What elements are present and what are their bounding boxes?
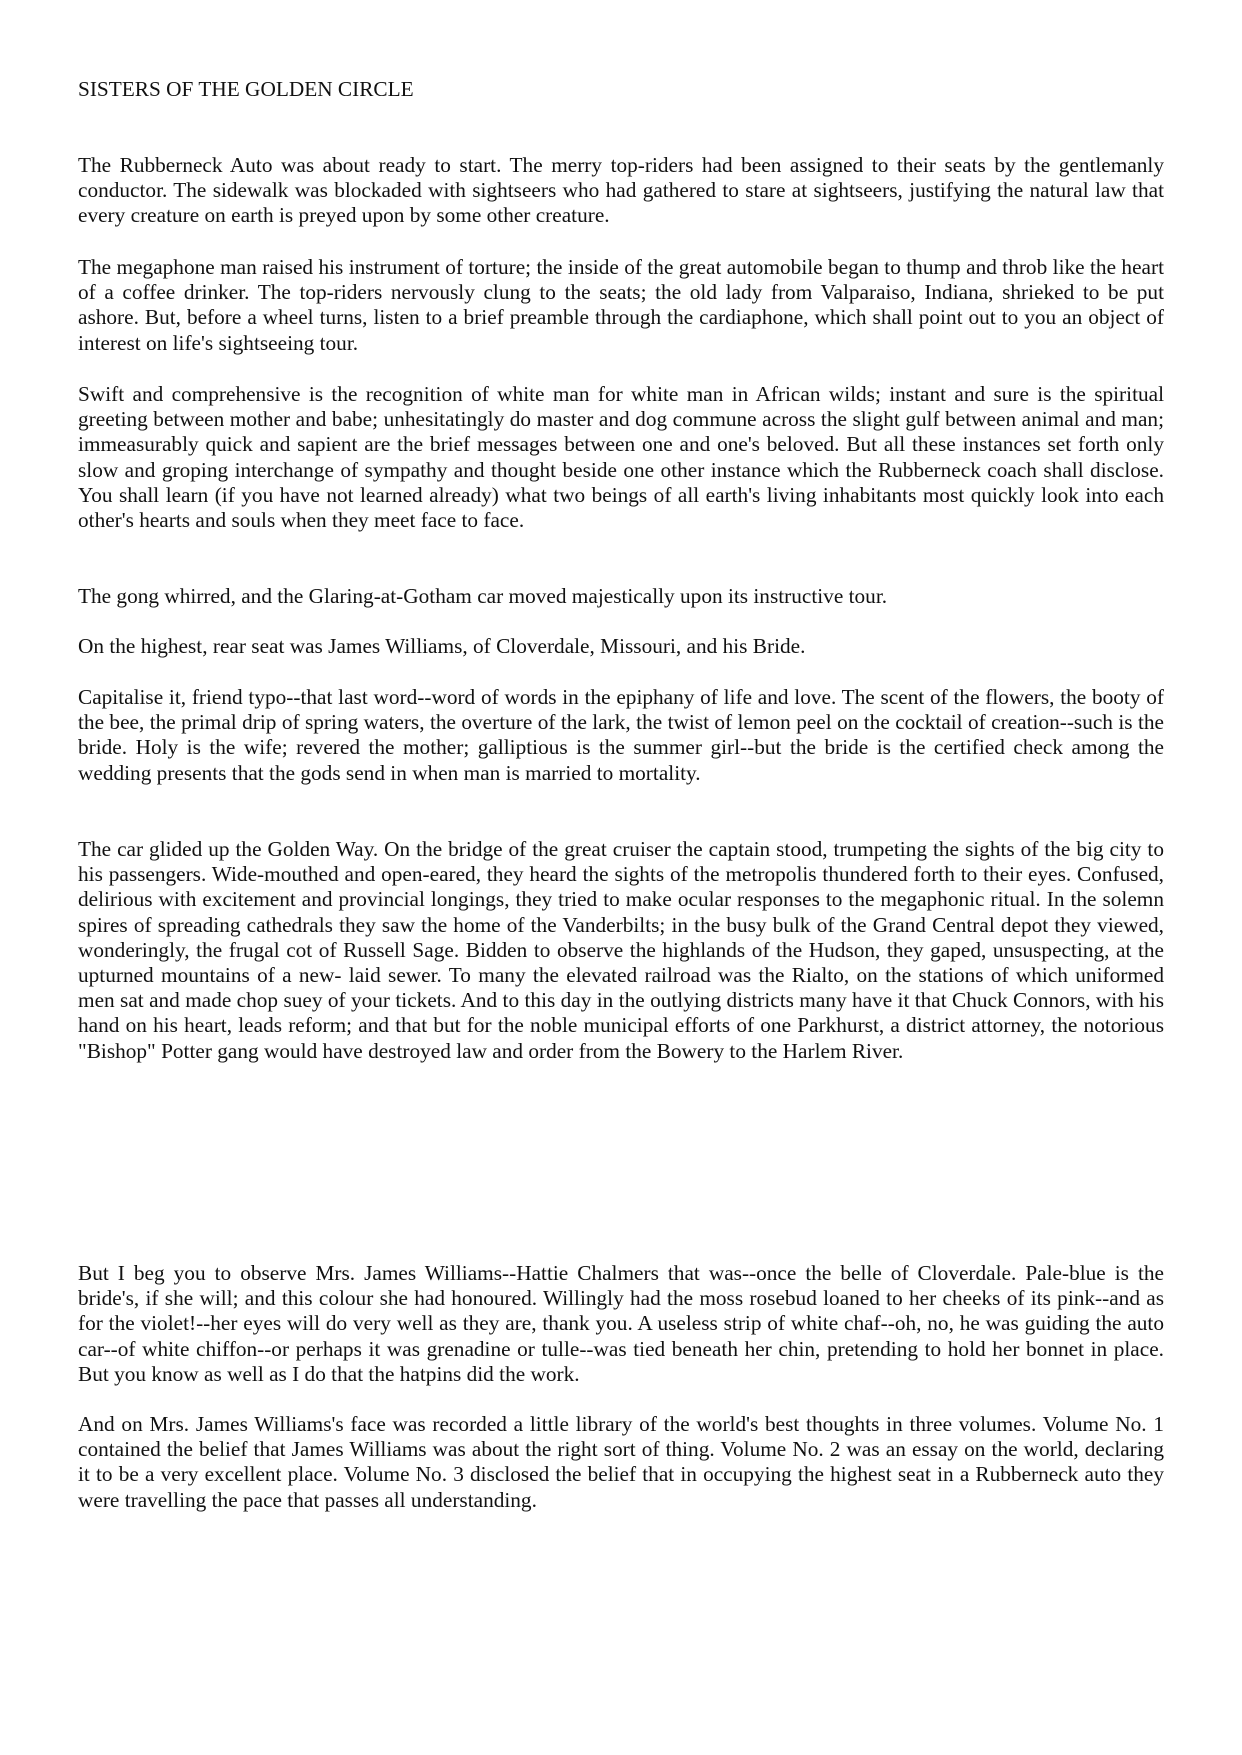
paragraph-5: On the highest, rear seat was James Williams, of Cloverdale, Missouri, and his Bride.	[78, 634, 806, 658]
paragraph-7: The car glided up the Golden Way. On the bridge of the great cruiser the captain stood, trumpeting the sights of the big city to his passengers. Wide-mouthed and open-eared, they heard the sights of the metropolis thundered forth to their eyes. Confused, delirious with excitement and provincial longings, they tried to make ocular responses to the megaphonic ritual. In the solemn spires of spreading cathedrals they saw the home of the Vanderbilts; in the busy bulk of the Grand Central depot they viewed, wonderingly, the frugal cot of Russell Sage. Bidden to observe the highlands of the Hudson, they gaped, unsuspecting, at the upturned mountains of a new- laid sewer. To many the elevated railroad was the Rialto, on the stations of which uniformed men sat and made chop suey of your tickets. And to this day in the outlying districts many have it that Chuck Connors, with his hand on his heart, leads reform; and that but for the noble municipal efforts of one Parkhurst, a district attorney, the notorious "Bishop" Potter gang would have destroyed law and order from the Bowery to the Harlem River.	[78, 837, 1164, 1063]
paragraph-4: The gong whirred, and the Glaring-at-Gotham car moved majestically upon its instructive tour.	[78, 584, 888, 608]
paragraph-2: The megaphone man raised his instrument of torture; the inside of the great automobile began to thump and throb like the heart of a coffee drinker. The top-riders nervously clung to the seats; the old lady from Valparaiso, Indiana, shrieked to be put ashore. But, before a wheel turns, listen to a brief preamble through the cardiaphone, which shall point out to you an object of interest on life's sightseeing tour.	[78, 255, 1164, 355]
paragraph-3: Swift and comprehensive is the recognition of white man for white man in African wilds; instant and sure is the spiritual greeting between mother and babe; unhesitatingly do master and dog commune across the slight gulf between animal and man; immeasurably quick and sapient are the brief messages between one and one's beloved. But all these instances set forth only slow and groping interchange of sympathy and thought beside one other instance which the Rubberneck coach shall disclose. You shall learn (if you have not learned already) what two beings of all earth's living inhabitants most quickly look into each other's hearts and souls when they meet face to face.	[78, 382, 1164, 533]
paragraph-6: Capitalise it, friend typo--that last word--word of words in the epiphany of life and love. The scent of the flowers, the booty of the bee, the primal drip of spring waters, the overture of the lark, the twist of lemon peel on the cocktail of creation--such is the bride. Holy is the wife; revered the mother; galliptious is the summer girl--but the bride is the certified check among the wedding presents that the gods send in when man is married to mortality.	[78, 685, 1164, 785]
paragraph-9: And on Mrs. James Williams's face was recorded a little library of the world's best thoughts in three volumes. Volume No. 1 contained the belief that James Williams was about the right sort of thing. Volume No. 2 was an essay on the world, declaring it to be a very excellent place. Volume No. 3 disclosed the belief that in occupying the highest seat in a Rubberneck auto they were travelling the pace that passes all understanding.	[78, 1412, 1164, 1512]
paragraph-1: The Rubberneck Auto was about ready to start. The merry top-riders had been assigned to their seats by the gentlemanly conductor. The sidewalk was blockaded with sightseers who had gathered to stare at sightseers, justifying the natural law that every creature on earth is preyed upon by some other creature.	[78, 153, 1164, 228]
document-title: SISTERS OF THE GOLDEN CIRCLE	[78, 77, 414, 101]
paragraph-8: But I beg you to observe Mrs. James Williams--Hattie Chalmers that was--once the belle of Cloverdale. Pale-blue is the bride's, if she will; and this colour she had honoured. Willingly had the moss rosebud loaned to her cheeks of its pink--and as for the violet!--her eyes will do very well as they are, thank you. A useless strip of white chaf--oh, no, he was guiding the auto car--of white chiffon--or perhaps it was grenadine or tulle--was tied beneath her chin, pretending to hold her bonnet in place. But you know as well as I do that the hatpins did the work.	[78, 1261, 1164, 1386]
